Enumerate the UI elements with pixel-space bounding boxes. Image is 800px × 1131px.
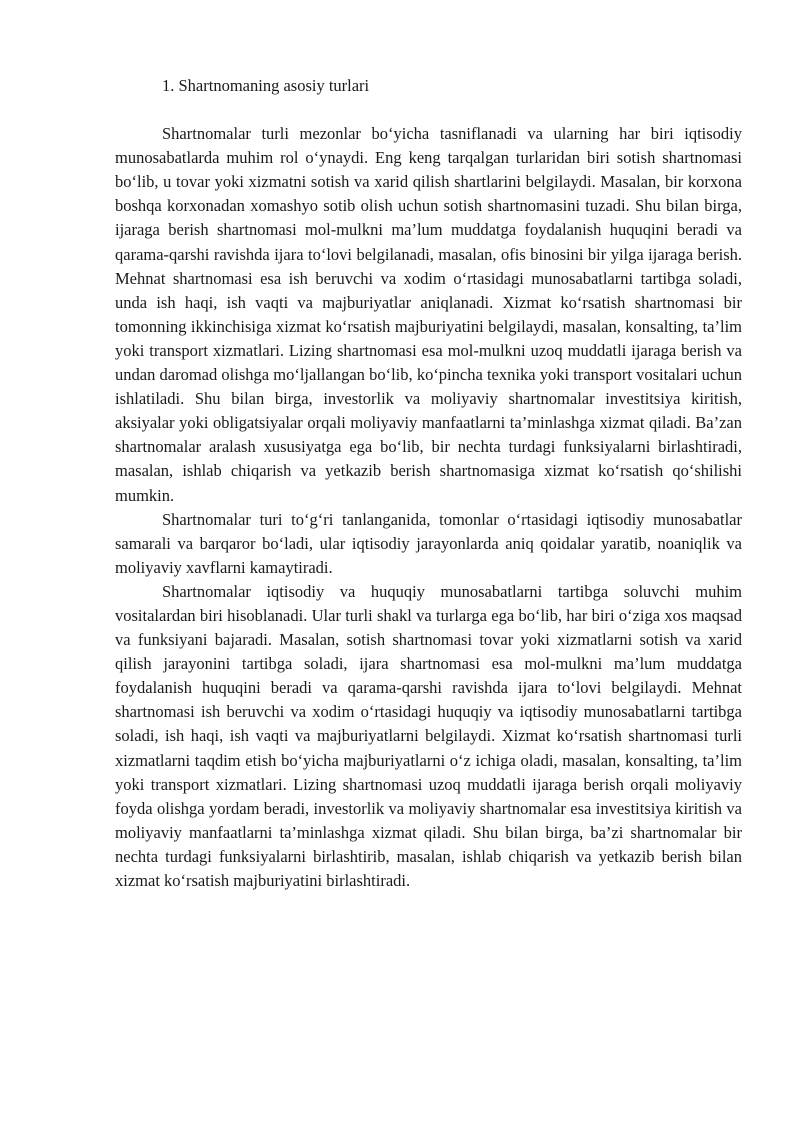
paragraph-2: Shartnomalar turi to‘g‘ri tanlanganida, tomonlar o‘rtasidagi iqtisodiy munosabatlar samarali va barqaror bo‘ladi, ular iqtisodiy jarayonlarda aniq qoidalar yaratib, noaniqlik va moliyaviy xavflarni kamaytiradi. <box>115 509 742 577</box>
paragraph-1: Shartnomalar turli mezonlar bo‘yicha tasniflanadi va ularning har biri iqtisodiy munosabatlarda muhim rol o‘ynaydi. Eng keng tarqalgan turlaridan biri sotish shartnomasi bo‘lib, u tovar yoki xizmatni sotish va xarid qilish shartlarini belgilaydi. Masalan, bir korxona boshqa korxonadan xomashyo sotib olish uchun sotish shartnomasini tuzadi. Shu bilan birga, ijaraga berish shartnomasi mol-mulkni ma’lum muddatga foydalanish huquqini beradi va qarama-qarshi ravishda ijara to‘lovi belgilanadi, masalan, ofis binosini bir yilga ijaraga berish. Mehnat shartnomasi esa ish beruvchi va xodim o‘rtasidagi munosabatlarni tartibga soladi, unda ish haqi, ish vaqti va majburiyatlar aniqlanadi. Xizmat ko‘rsatish shartnomasi bir tomonning ikkinchisiga xizmat ko‘rsatish majburiyatini belgilaydi, masalan, konsalting, ta’lim yoki transport xizmatlari. Lizing shartnomasi esa mol-mulkni uzoq muddatli ijaraga berish va undan daromad olishga mo‘ljallangan bo‘lib, ko‘pincha texnika yoki transport vositalari uchun ishlatiladi. Shu bilan birga, investorlik va moliyaviy shartnomalar investitsiya kiritish, aksiyalar yoki obligatsiyalar orqali moliyaviy manfaatlarni ta’minlashga xizmat qiladi. Ba’zan shartnomalar aralash xususiyatga ega bo‘lib, bir nechta turdagi funksiyalarni birlashtiradi, masalan, ishlab chiqarish va yetkazib berish shartnomasiga xizmat ko‘rsatish qo‘shilishi mumkin. <box>115 124 742 505</box>
paragraph-3: Shartnomalar iqtisodiy va huquqiy munosabatlarni tartibga soluvchi muhim vositalardan biri hisoblanadi. Ular turli shakl va turlarga ega bo‘lib, har biri o‘ziga xos maqsad va funksiyani bajaradi. Masalan, sotish shartnomasi tovar yoki xizmatlarni sotish va xarid qilish jarayonini tartibga soladi, ijara shartnomasi esa mol-mulkni ma’lum muddatga foydalanish huquqini beradi va qarama-qarshi ravishda ijara to‘lovi belgilaydi. Mehnat shartnomasi ish beruvchi va xodim o‘rtasidagi huquqiy va iqtisodiy munosabatlarni tartibga soladi, ish haqi, ish vaqti va majburiyatlarni belgilaydi. Xizmat ko‘rsatish shartnomasi turli xizmatlarni taqdim etish bo‘yicha majburiyatlarni o‘z ichiga oladi, masalan, konsalting, ta’lim yoki transport xizmatlari. Lizing shartnomasi uzoq muddatli ijaraga berish orqali moliyaviy foyda olishga yordam beradi, investorlik va moliyaviy shartnomalar esa investitsiya kiritish va moliyaviy manfaatlarni ta’minlashga xizmat qiladi. Shu bilan birga, ba’zi shartnomalar bir nechta turdagi funksiyalarni birlashtirib, masalan, ishlab chiqarish va yetkazib berish bilan xizmat ko‘rsatish majburiyatini birlashtiradi. <box>115 581 742 890</box>
section-heading: 1. Shartnomaning asosiy turlari <box>162 76 370 95</box>
